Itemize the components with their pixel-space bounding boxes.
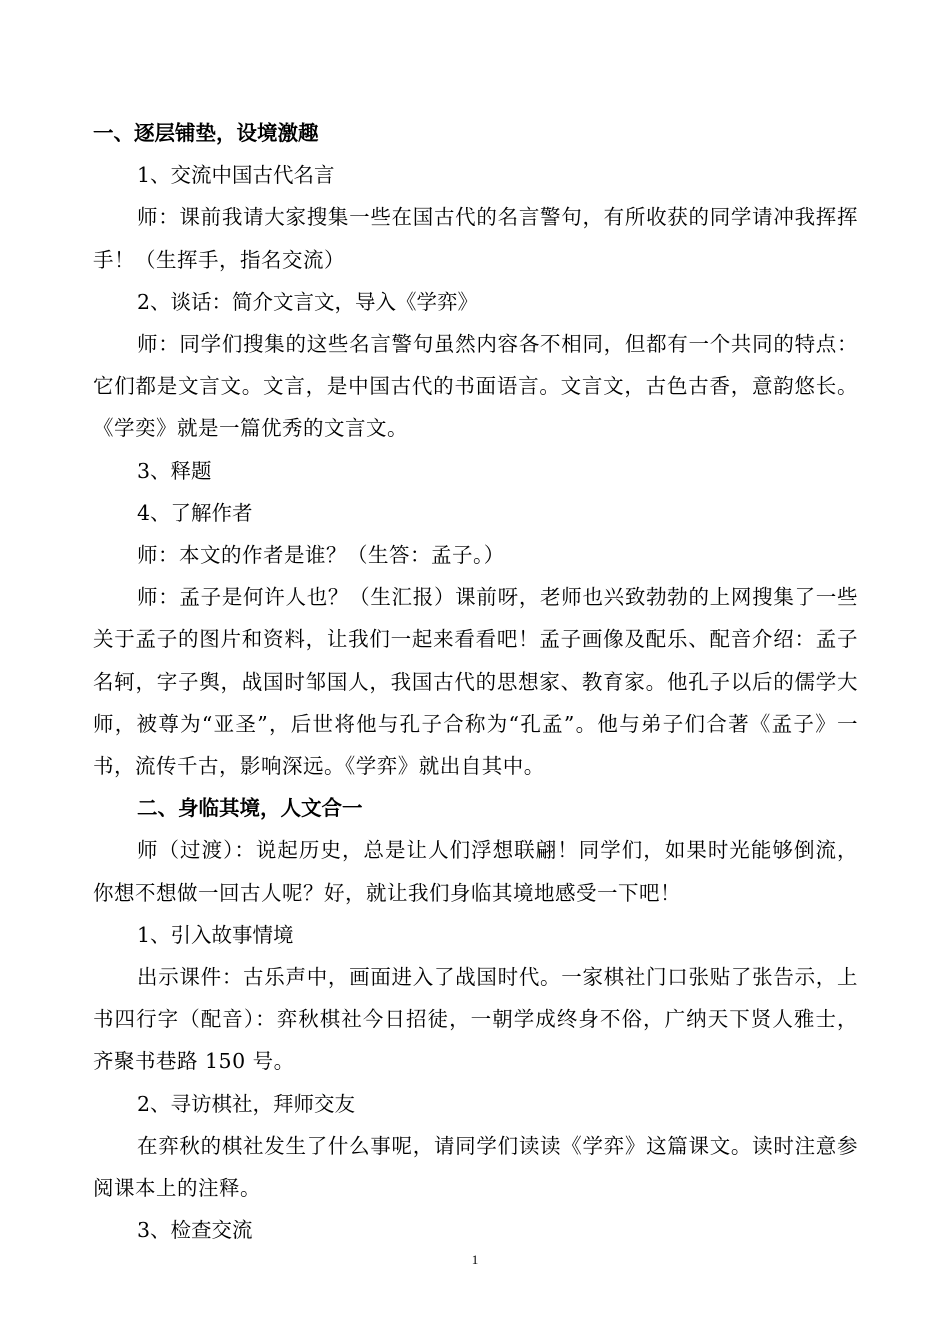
list-item: 3、检查交流 (137, 1218, 253, 1243)
paragraph: 师：同学们搜集的这些名言警句虽然内容各不相同，但都有一个共同的特点：它们都是文言文。文言，是中国古代的书面语言。文言文，古色古香，意韵悠长。《学奕》就是一篇优秀的文言文。 (93, 332, 858, 441)
paragraph: 在弈秋的棋社发生了什么事呢，请同学们读读《学弈》这篇课文。读时注意参阅课本上的注释。 (93, 1133, 858, 1201)
list-item: 1、交流中国古代名言 (137, 163, 335, 188)
section-heading-1: 一、逐层铺垫，设境激趣 (93, 121, 319, 145)
list-item: 2、寻访棋社，拜师交友 (137, 1091, 356, 1116)
list-item: 4、了解作者 (137, 500, 253, 525)
paragraph: 师：课前我请大家搜集一些在国古代的名言警句，有所收获的同学请冲我挥挥手！（生挥手，指名交流） (93, 205, 858, 272)
paragraph: 师：本文的作者是谁？（生答：孟子。） (137, 543, 505, 568)
document-body (93, 112, 858, 1251)
page-number: 1 (471, 1252, 479, 1267)
list-item: 1、引入故事情境 (137, 922, 294, 947)
paragraph: 师：孟子是何许人也？（生汇报）课前呀，老师也兴致勃勃的上网搜集了一些关于孟子的图片和资料，让我们一起来看看吧！孟子画像及配乐、配音介绍：孟子名轲，字子舆，战国时邹国人，我国古代的思想家、教育家。他孔子以后的儒学大师，被尊为“亚圣”，后世将他与孔子合称为“孔孟”。他与弟子们合著《孟子》一书，流传千古，影响深远。《学弈》就出自其中。 (93, 585, 858, 779)
section-heading-2: 二、身临其境，人文合一 (137, 796, 363, 821)
list-item: 2、谈话：简介文言文，导入《学弈》 (137, 289, 479, 314)
list-item: 3、释题 (137, 458, 212, 483)
paragraph: 出示课件：古乐声中，画面进入了战国时代。一家棋社门口张贴了张告示，上书四行字（配音）：弈秋棋社今日招徒，一朝学成终身不俗，广纳天下贤人雅士，齐聚书巷路 150 号。 (93, 965, 858, 1074)
paragraph: 师（过渡）：说起历史，总是让人们浮想联翩！同学们，如果时光能够倒流，你想不想做一回古人呢？好，就让我们身临其境地感受一下吧！ (93, 838, 858, 905)
